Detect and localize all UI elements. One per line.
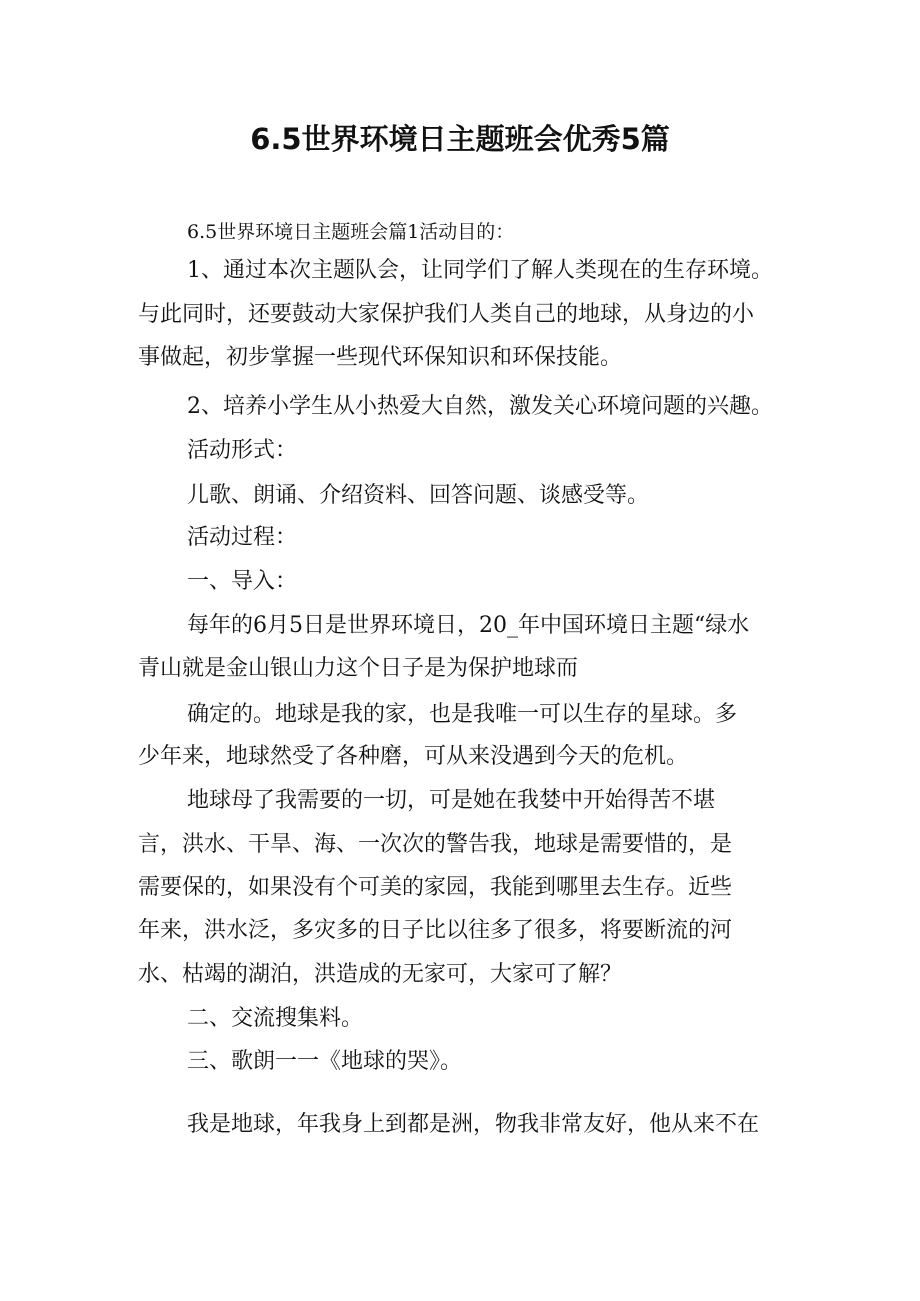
paragraph-line: 2、培养小学生从小热爱大自然，激发关心环境问题的兴趣。 [187,394,773,419]
paragraph-line: 青山就是金山银山力这个日子是为保护地球而 [138,656,579,681]
paragraph-line: 我是地球，年我身上到都是洲，物我非常友好，他从来不在 [187,1112,760,1137]
paragraph-line: 确定的。地球是我的家，也是我唯一可以生存的星球。多 [187,702,738,727]
paragraph-line: 活动过程： [187,525,298,550]
paragraph-line: 水、枯竭的湖泊，洪造成的无家可，大家可了解？ [138,962,623,987]
paragraph-line: 一、导入： [187,569,298,594]
paragraph-line: 地球母了我需要的一切，可是她在我婪中开始得苦不堪 [187,788,716,813]
paragraph-line: 需要保的，如果没有个可美的家园，我能到哪里去生存。近些 [138,875,733,900]
paragraph-line: 三、歌朗一一《地球的哭》。 [187,1049,463,1074]
paragraph-line: 二、交流搜集料。 [187,1006,364,1031]
page-title: 6.5世界环境日主题班会优秀5篇 [250,122,670,156]
paragraph-line: 每年的6月5日是世界环境日，20_年中国环境日主题“绿水 [187,613,750,638]
paragraph-line: 言，洪水、干旱、海、一次次的警告我，地球是需要惜的，是 [138,832,733,857]
paragraph-line: 与此同时，还要鼓动大家保护我们人类自己的地球，从身边的小 [138,302,755,327]
section-heading: 6.5世界环境日主题班会篇1活动目的： [187,221,515,243]
paragraph-line: 少年来，地球然受了各种磨，可从来没遇到今天的危机。 [138,744,689,769]
paragraph-line: 事做起，初步掌握一些现代环保知识和环保技能。 [138,345,623,370]
paragraph-line: 儿歌、朗诵、介绍资料、回答问题、谈感受等。 [187,483,650,508]
paragraph-line: 活动形式： [187,438,298,463]
paragraph-line: 年来，洪水泛，多灾多的日子比以往多了很多，将要断流的河 [138,918,733,943]
paragraph-line: 1、通过本次主题队会，让同学们了解人类现在的生存环境。 [187,258,773,283]
